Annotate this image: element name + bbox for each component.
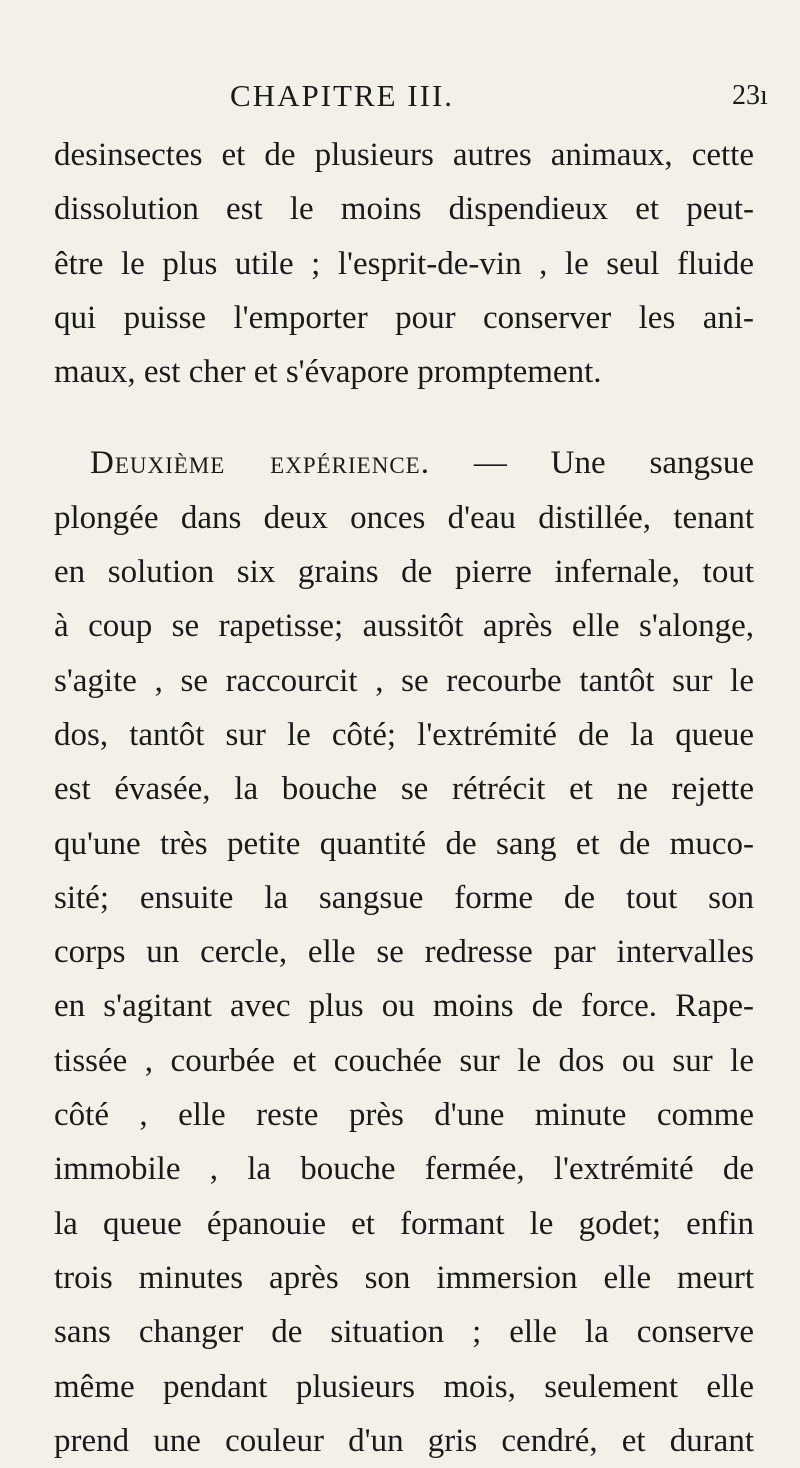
chapter-title: CHAPITRE III. <box>230 78 455 113</box>
body-text <box>54 128 754 1468</box>
text-line: en s'agitant avec plus ou moins de force. Rape- <box>54 988 754 1025</box>
paragraph-2 <box>54 436 754 1468</box>
text-line: desinsectes et de plusieurs autres animaux, cette <box>54 137 754 173</box>
text-line: la queue épanouie et formant le godet; enfin <box>54 1205 754 1242</box>
text-line: dissolution est le moins dispendieux et peut- <box>54 191 754 228</box>
running-head <box>0 78 800 128</box>
text-line: qui puisse l'emporter pour conserver les ani- <box>54 299 754 336</box>
text-line: maux, est cher et s'évapore promptement. <box>54 354 602 391</box>
page-number: 23ı <box>732 80 768 111</box>
text-line: plongée dans deux onces d'eau distillée, tenant <box>54 499 754 536</box>
text-line: prend une couleur d'un gris cendré, et durant <box>54 1422 754 1459</box>
paragraph-1 <box>54 128 754 399</box>
text-line: tissée , courbée et couchée sur le dos ou sur le <box>54 1042 754 1079</box>
text-line: même pendant plusieurs mois, seulement elle <box>54 1368 754 1405</box>
text-line: côté , elle reste près d'une minute comme <box>54 1097 754 1134</box>
text-line: immobile , la bouche fermée, l'extrémité de <box>54 1151 754 1188</box>
experiment-heading: Deuxième expérience. <box>90 445 430 482</box>
text-line: corps un cercle, elle se redresse par intervalles <box>54 934 754 971</box>
text-line: dos, tantôt sur le côté; l'extrémité de la queue <box>54 716 754 753</box>
text-line-first <box>54 436 754 490</box>
text-line: trois minutes après son immersion elle meurt <box>54 1259 754 1296</box>
text-line: qu'une très petite quantité de sang et de muco- <box>54 825 754 862</box>
text-line: est évasée, la bouche se rétrécit et ne rejette <box>54 771 754 808</box>
text-line: à coup se rapetisse; aussitôt après elle s'alonge, <box>54 608 754 645</box>
first-line-rest: — Une sangsue <box>473 445 754 482</box>
text-line: s'agite , se raccourcit , se recourbe tantôt sur le <box>54 662 754 699</box>
text-line: sité; ensuite la sangsue forme de tout son <box>54 879 754 916</box>
text-line: en solution six grains de pierre infernale, tout <box>54 554 754 591</box>
text-line: sans changer de situation ; elle la conserve <box>54 1314 754 1351</box>
text-line: être le plus utile ; l'esprit-de-vin , le seul fluide <box>54 245 754 282</box>
